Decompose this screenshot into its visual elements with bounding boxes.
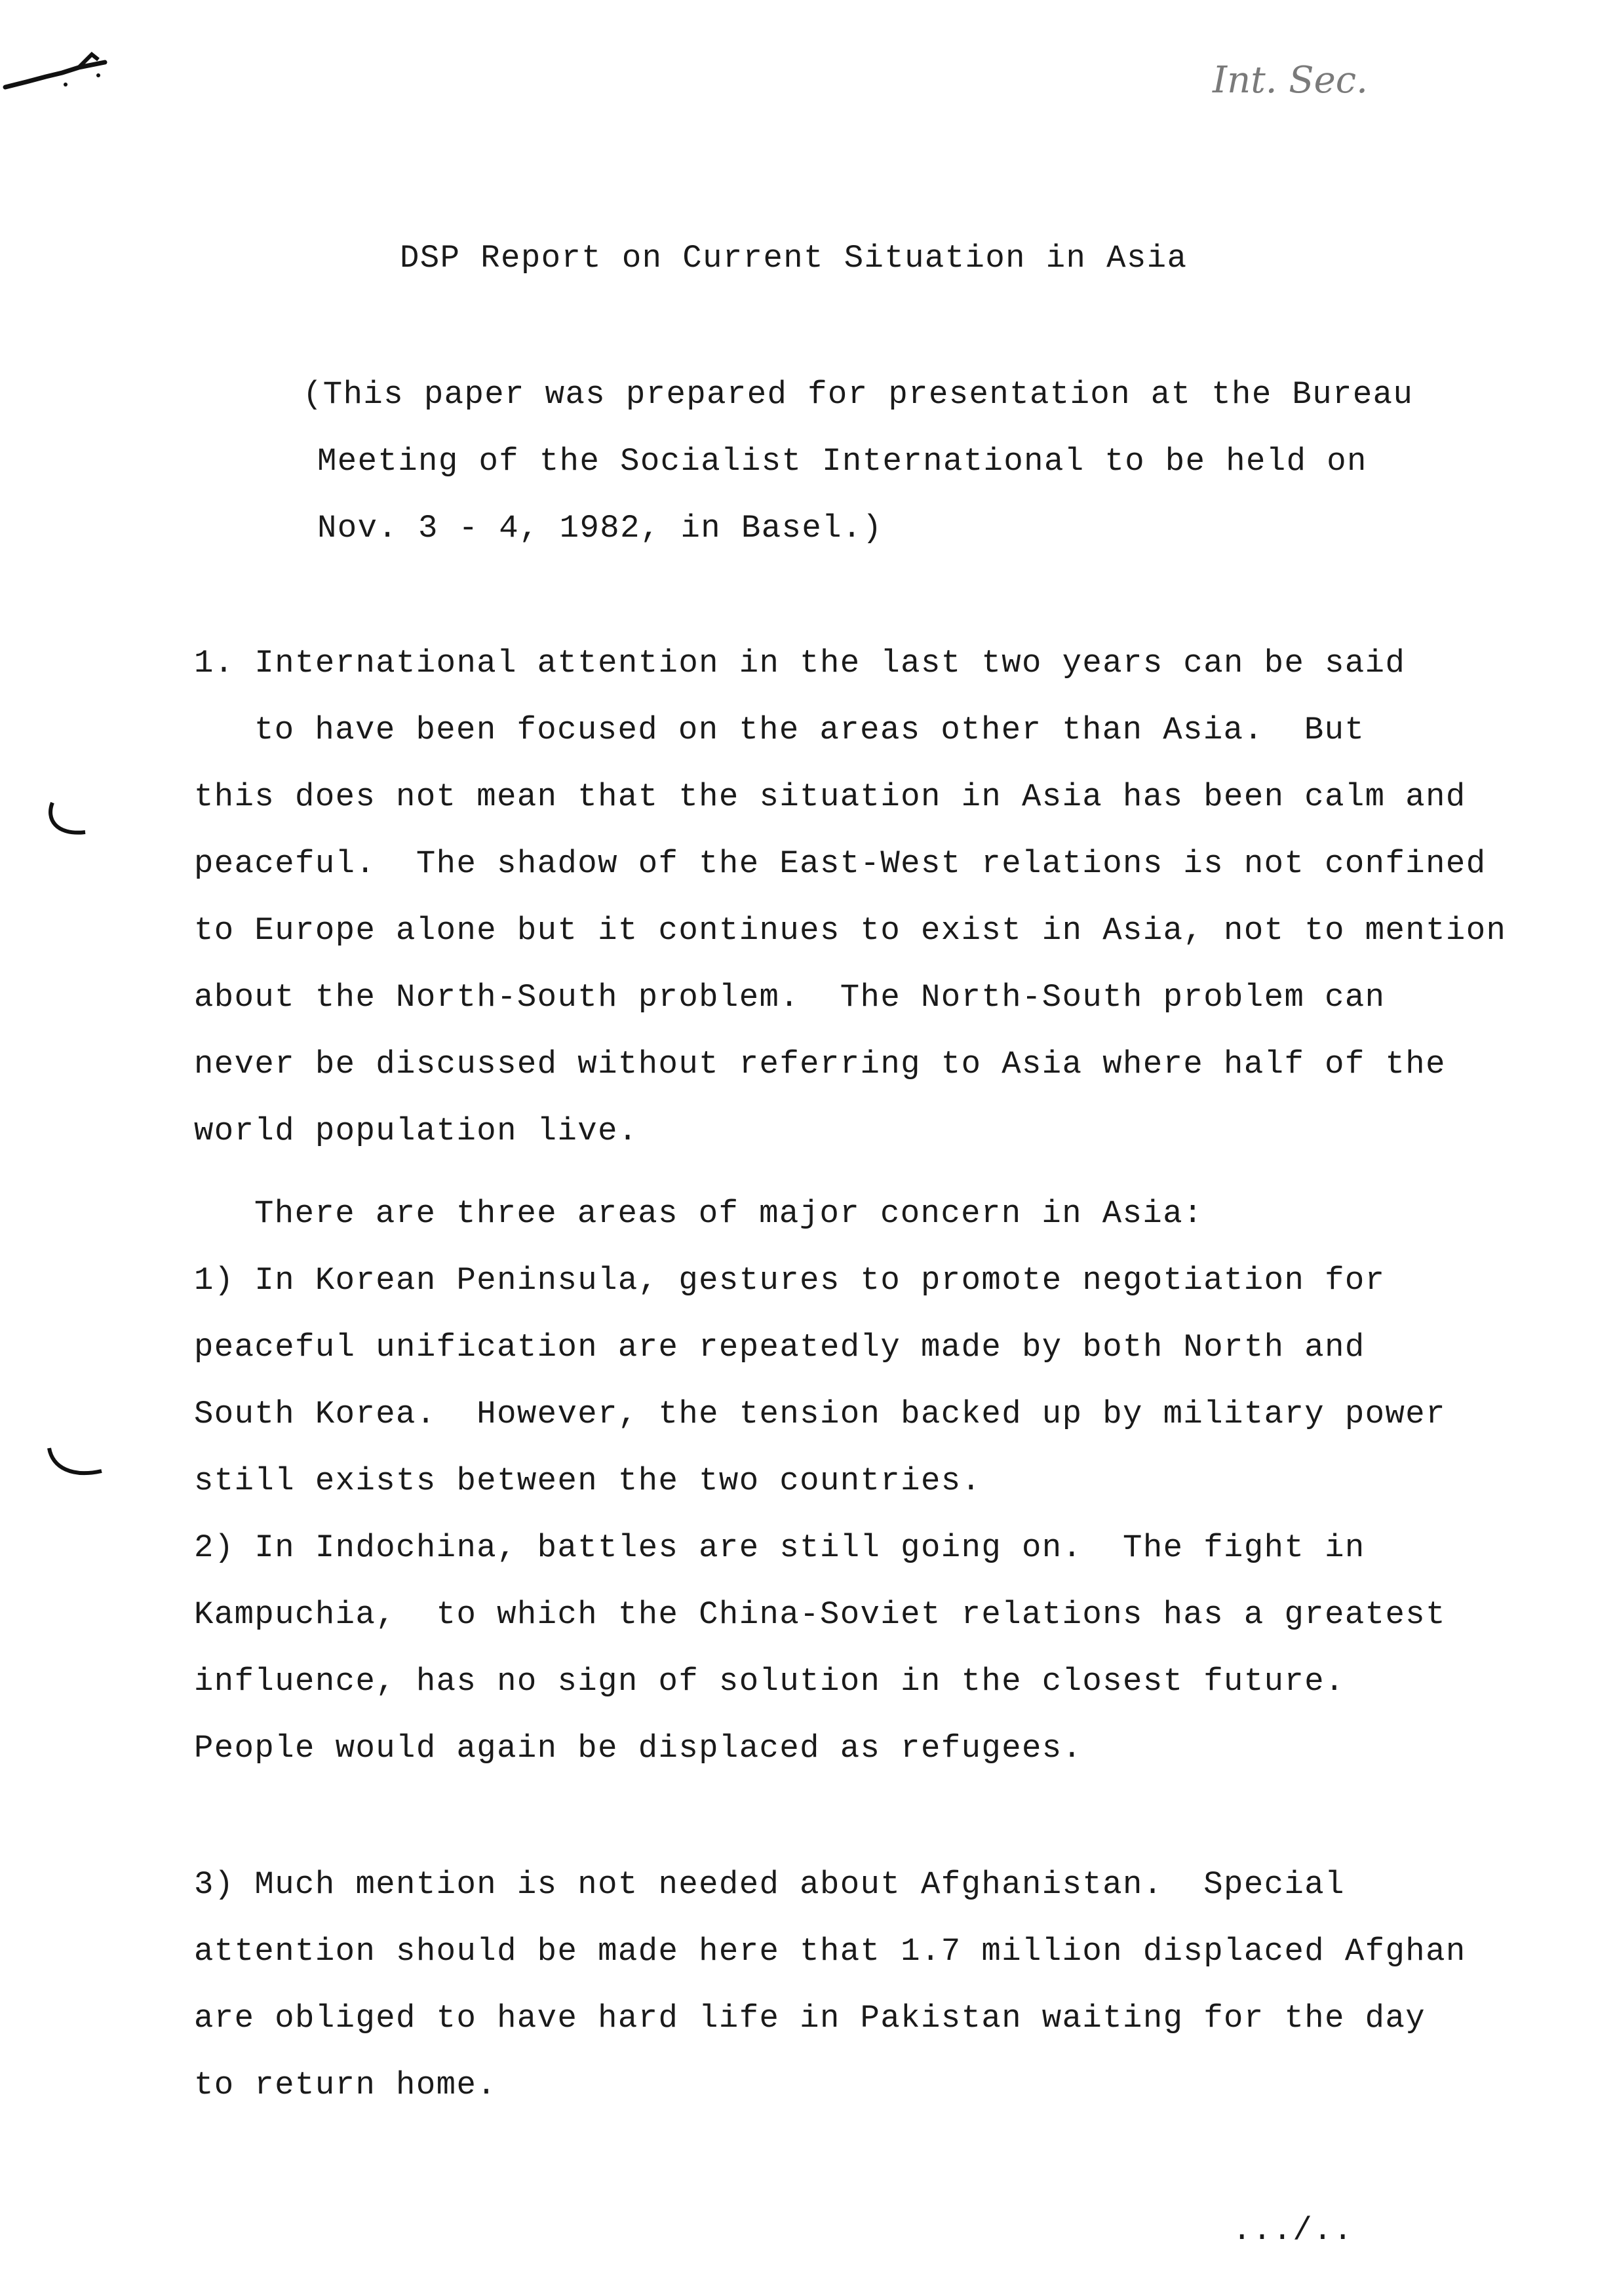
punch-hole-mark bbox=[39, 793, 98, 852]
paragraph-line: Kampuchia, to which the China-Soviet relations has a greatest bbox=[194, 1596, 1446, 1633]
note-line: (This paper was prepared for presentation at the Bureau bbox=[303, 376, 1414, 413]
handwritten-annotation: Int. Sec. bbox=[1213, 59, 1368, 102]
paragraph-line: world population live. bbox=[194, 1113, 638, 1149]
paragraph-line: never be discussed without referring to Asia where half of the bbox=[194, 1046, 1446, 1082]
paragraph-line: 1) In Korean Peninsula, gestures to promote negotiation for bbox=[194, 1262, 1386, 1299]
paragraph-line: to Europe alone but it continues to exist in Asia, not to mention bbox=[194, 912, 1507, 949]
paragraph-line: this does not mean that the situation in Asia has been calm and bbox=[194, 778, 1466, 815]
paragraph-line: to have been focused on the areas other than Asia. But bbox=[254, 712, 1365, 748]
paragraph-line: 3) Much mention is not needed about Afghanistan. Special bbox=[194, 1866, 1345, 1903]
punch-hole-mark bbox=[39, 1435, 111, 1494]
paragraph-line: peaceful. The shadow of the East-West relations is not confined bbox=[194, 845, 1487, 882]
paragraph-line: 2) In Indochina, battles are still going on. The fight in bbox=[194, 1529, 1365, 1566]
paragraph-line: about the North-South problem. The North-South problem can bbox=[194, 979, 1386, 1016]
paragraph-line: People would again be displaced as refugees. bbox=[194, 1730, 1083, 1767]
document-title: DSP Report on Current Situation in Asia bbox=[400, 240, 1188, 277]
paragraph-line: 1. International attention in the last two years can be said bbox=[194, 645, 1406, 681]
paragraph-line: influence, has no sign of solution in the closest future. bbox=[194, 1663, 1345, 1700]
paragraph-line: peaceful unification are repeatedly made by both North and bbox=[194, 1329, 1365, 1366]
paragraph-line: There are three areas of major concern in Asia: bbox=[254, 1195, 1203, 1232]
note-line: Meeting of the Socialist International to be held on bbox=[317, 443, 1367, 480]
note-line: Nov. 3 - 4, 1982, in Basel.) bbox=[317, 510, 883, 546]
paragraph-line: are obliged to have hard life in Pakistan waiting for the day bbox=[194, 2000, 1426, 2037]
corner-scribble-mark bbox=[0, 36, 131, 108]
continuation-marker: .../.. bbox=[1232, 2212, 1353, 2249]
paragraph-line: South Korea. However, the tension backed up by military power bbox=[194, 1396, 1446, 1432]
paragraph-line: still exists between the two countries. bbox=[194, 1463, 982, 1499]
paragraph-line: attention should be made here that 1.7 million displaced Afghan bbox=[194, 1933, 1466, 1970]
paragraph-line: to return home. bbox=[194, 2067, 497, 2103]
